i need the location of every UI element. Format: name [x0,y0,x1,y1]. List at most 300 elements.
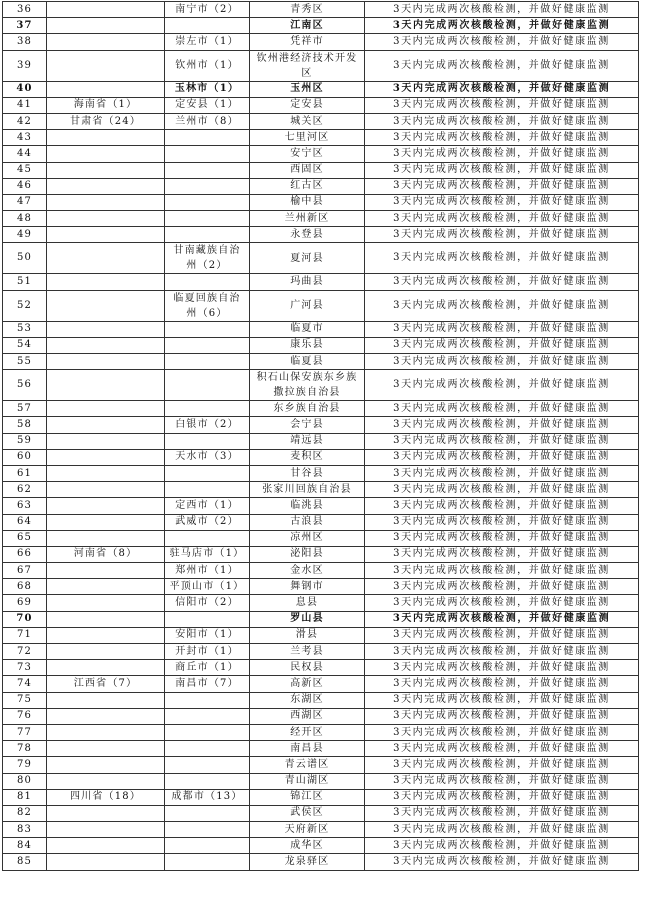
city-cell [165,838,250,854]
city-cell: 钦州市（1） [165,50,250,81]
table-row [3,97,639,113]
requirement-cell: 3天内完成两次核酸检测，并做好健康监测 [365,482,639,498]
district-cell: 城关区 [250,113,365,129]
table-row [3,498,639,514]
table-row [3,337,639,353]
city-cell: 开封市（1） [165,644,250,660]
requirement-cell: 3天内完成两次核酸检测，并做好健康监测 [365,321,639,337]
province-cell [47,274,165,290]
district-cell: 凉州区 [250,530,365,546]
requirement-cell: 3天内完成两次核酸检测，并做好健康监测 [365,243,639,274]
province-cell [47,805,165,821]
district-cell: 兰州新区 [250,211,365,227]
province-cell [47,18,165,34]
table-row [3,627,639,643]
table-row [3,130,639,146]
table-row [3,274,639,290]
table-body [3,2,639,871]
row-number-cell: 64 [3,514,47,530]
district-cell: 南昌县 [250,741,365,757]
requirement-cell: 3天内完成两次核酸检测，并做好健康监测 [365,692,639,708]
district-cell: 张家川回族自治县 [250,482,365,498]
row-number-cell: 72 [3,644,47,660]
requirement-cell: 3天内完成两次核酸检测，并做好健康监测 [365,627,639,643]
table-row [3,433,639,449]
district-cell: 东湖区 [250,692,365,708]
city-cell: 平顶山市（1） [165,579,250,595]
requirement-cell: 3天内完成两次核酸检测，并做好健康监测 [365,724,639,740]
district-cell: 夏河县 [250,243,365,274]
table-row [3,773,639,789]
city-cell [165,274,250,290]
requirement-cell: 3天内完成两次核酸检测，并做好健康监测 [365,178,639,194]
district-cell: 会宁县 [250,417,365,433]
requirement-cell: 3天内完成两次核酸检测，并做好健康监测 [365,18,639,34]
district-cell: 永登县 [250,227,365,243]
requirement-cell: 3天内完成两次核酸检测，并做好健康监测 [365,708,639,724]
district-cell: 定安县 [250,97,365,113]
requirement-cell: 3天内完成两次核酸检测，并做好健康监测 [365,563,639,579]
table-row [3,178,639,194]
requirement-cell: 3天内完成两次核酸检测，并做好健康监测 [365,2,639,18]
table-row [3,595,639,611]
requirement-cell: 3天内完成两次核酸检测，并做好健康监测 [365,757,639,773]
district-cell: 西湖区 [250,708,365,724]
province-cell [47,2,165,18]
district-cell: 麦积区 [250,449,365,465]
table-row [3,530,639,546]
city-cell [165,741,250,757]
province-cell [47,465,165,481]
city-cell: 崇左市（1） [165,34,250,50]
row-number-cell: 83 [3,822,47,838]
table-row [3,354,639,370]
province-cell [47,417,165,433]
district-cell: 天府新区 [250,822,365,838]
province-cell [47,741,165,757]
district-cell: 罗山县 [250,611,365,627]
table-row [3,838,639,854]
requirement-cell: 3天内完成两次核酸检测，并做好健康监测 [365,162,639,178]
row-number-cell: 50 [3,243,47,274]
district-cell: 安宁区 [250,146,365,162]
row-number-cell: 44 [3,146,47,162]
district-cell: 青云谱区 [250,757,365,773]
district-cell: 青山湖区 [250,773,365,789]
requirement-cell: 3天内完成两次核酸检测，并做好健康监测 [365,465,639,481]
table-row [3,854,639,870]
row-number-cell: 73 [3,660,47,676]
city-cell [165,130,250,146]
district-cell: 经开区 [250,724,365,740]
requirement-cell: 3天内完成两次核酸检测，并做好健康监测 [365,337,639,353]
province-cell [47,595,165,611]
province-cell [47,563,165,579]
row-number-cell: 75 [3,692,47,708]
table-row [3,50,639,81]
district-cell: 七里河区 [250,130,365,146]
table-row [3,708,639,724]
row-number-cell: 57 [3,401,47,417]
row-number-cell: 56 [3,370,47,401]
requirement-cell: 3天内完成两次核酸检测，并做好健康监测 [365,274,639,290]
province-cell [47,514,165,530]
province-cell [47,708,165,724]
row-number-cell: 40 [3,81,47,97]
table-row [3,417,639,433]
city-cell [165,321,250,337]
district-cell: 榆中县 [250,194,365,210]
province-cell [47,162,165,178]
row-number-cell: 67 [3,563,47,579]
city-cell: 郑州市（1） [165,563,250,579]
row-number-cell: 43 [3,130,47,146]
city-cell: 安阳市（1） [165,627,250,643]
table-row [3,579,639,595]
table-row [3,243,639,274]
table-row [3,514,639,530]
city-cell: 兰州市（8） [165,113,250,129]
requirement-cell: 3天内完成两次核酸检测，并做好健康监测 [365,50,639,81]
district-cell: 凭祥市 [250,34,365,50]
table-row [3,465,639,481]
province-cell [47,449,165,465]
district-cell: 东乡族自治县 [250,401,365,417]
requirement-cell: 3天内完成两次核酸检测，并做好健康监测 [365,676,639,692]
table-row [3,227,639,243]
table-row [3,546,639,562]
province-cell: 海南省（1） [47,97,165,113]
province-cell [47,433,165,449]
province-cell [47,50,165,81]
row-number-cell: 47 [3,194,47,210]
city-cell [165,822,250,838]
row-number-cell: 58 [3,417,47,433]
province-cell: 河南省（8） [47,546,165,562]
requirement-cell: 3天内完成两次核酸检测，并做好健康监测 [365,97,639,113]
requirement-cell: 3天内完成两次核酸检测，并做好健康监测 [365,773,639,789]
city-cell: 甘南藏族自治州（2） [165,243,250,274]
city-cell [165,227,250,243]
city-cell [165,162,250,178]
row-number-cell: 39 [3,50,47,81]
district-cell: 玛曲县 [250,274,365,290]
row-number-cell: 65 [3,530,47,546]
requirement-cell: 3天内完成两次核酸检测，并做好健康监测 [365,417,639,433]
table-row [3,34,639,50]
requirement-cell: 3天内完成两次核酸检测，并做好健康监测 [365,194,639,210]
row-number-cell: 79 [3,757,47,773]
table-row [3,211,639,227]
table-row [3,146,639,162]
table-row [3,660,639,676]
city-cell [165,401,250,417]
row-number-cell: 41 [3,97,47,113]
district-cell: 康乐县 [250,337,365,353]
province-cell [47,401,165,417]
district-cell: 积石山保安族东乡族撒拉族自治县 [250,370,365,401]
province-cell [47,724,165,740]
requirement-cell: 3天内完成两次核酸检测，并做好健康监测 [365,660,639,676]
row-number-cell: 81 [3,789,47,805]
city-cell [165,18,250,34]
requirement-cell: 3天内完成两次核酸检测，并做好健康监测 [365,211,639,227]
district-cell: 龙泉驿区 [250,854,365,870]
province-cell [47,838,165,854]
province-cell [47,290,165,321]
city-cell: 天水市（3） [165,449,250,465]
province-cell [47,34,165,50]
row-number-cell: 45 [3,162,47,178]
requirement-cell: 3天内完成两次核酸检测，并做好健康监测 [365,34,639,50]
requirement-cell: 3天内完成两次核酸检测，并做好健康监测 [365,370,639,401]
requirement-cell: 3天内完成两次核酸检测，并做好健康监测 [365,595,639,611]
district-cell: 甘谷县 [250,465,365,481]
province-cell [47,822,165,838]
district-cell: 红古区 [250,178,365,194]
city-cell: 临夏回族自治州（6） [165,290,250,321]
city-cell [165,708,250,724]
row-number-cell: 85 [3,854,47,870]
province-cell [47,227,165,243]
district-cell: 钦州港经济技术开发区 [250,50,365,81]
province-cell [47,211,165,227]
province-cell [47,773,165,789]
city-cell [165,178,250,194]
province-cell [47,243,165,274]
table-row [3,401,639,417]
province-cell [47,692,165,708]
requirement-cell: 3天内完成两次核酸检测，并做好健康监测 [365,546,639,562]
district-cell: 锦江区 [250,789,365,805]
province-cell [47,644,165,660]
row-number-cell: 69 [3,595,47,611]
row-number-cell: 37 [3,18,47,34]
city-cell: 定安县（1） [165,97,250,113]
district-cell: 临夏市 [250,321,365,337]
requirement-cell: 3天内完成两次核酸检测，并做好健康监测 [365,449,639,465]
row-number-cell: 68 [3,579,47,595]
table-row [3,676,639,692]
row-number-cell: 74 [3,676,47,692]
province-cell [47,130,165,146]
requirement-cell: 3天内完成两次核酸检测，并做好健康监测 [365,401,639,417]
province-cell [47,337,165,353]
table-row [3,692,639,708]
province-cell [47,579,165,595]
requirement-cell: 3天内完成两次核酸检测，并做好健康监测 [365,146,639,162]
province-cell [47,354,165,370]
district-cell: 成华区 [250,838,365,854]
row-number-cell: 61 [3,465,47,481]
table-row [3,2,639,18]
city-cell: 信阳市（2） [165,595,250,611]
province-cell: 甘肃省（24） [47,113,165,129]
district-cell: 武侯区 [250,805,365,821]
city-cell [165,611,250,627]
city-cell [165,757,250,773]
district-cell: 舞钢市 [250,579,365,595]
district-cell: 兰考县 [250,644,365,660]
table-row [3,321,639,337]
table-row [3,789,639,805]
requirement-cell: 3天内完成两次核酸检测，并做好健康监测 [365,741,639,757]
city-cell [165,337,250,353]
requirement-cell: 3天内完成两次核酸检测，并做好健康监测 [365,579,639,595]
table-row [3,611,639,627]
table-row [3,81,639,97]
city-cell: 定西市（1） [165,498,250,514]
city-cell [165,530,250,546]
district-cell: 民权县 [250,660,365,676]
city-cell [165,805,250,821]
requirement-cell: 3天内完成两次核酸检测，并做好健康监测 [365,805,639,821]
city-cell [165,482,250,498]
row-number-cell: 38 [3,34,47,50]
row-number-cell: 63 [3,498,47,514]
requirement-cell: 3天内完成两次核酸检测，并做好健康监测 [365,81,639,97]
city-cell: 南宁市（2） [165,2,250,18]
district-cell: 玉州区 [250,81,365,97]
table-row [3,449,639,465]
province-cell [47,627,165,643]
row-number-cell: 55 [3,354,47,370]
district-cell: 江南区 [250,18,365,34]
row-number-cell: 49 [3,227,47,243]
table-row [3,563,639,579]
requirement-cell: 3天内完成两次核酸检测，并做好健康监测 [365,838,639,854]
row-number-cell: 77 [3,724,47,740]
table-row [3,18,639,34]
row-number-cell: 62 [3,482,47,498]
requirement-cell: 3天内完成两次核酸检测，并做好健康监测 [365,530,639,546]
district-cell: 高新区 [250,676,365,692]
row-number-cell: 59 [3,433,47,449]
row-number-cell: 76 [3,708,47,724]
city-cell [165,724,250,740]
requirement-cell: 3天内完成两次核酸检测，并做好健康监测 [365,227,639,243]
requirement-cell: 3天内完成两次核酸检测，并做好健康监测 [365,433,639,449]
city-cell: 玉林市（1） [165,81,250,97]
row-number-cell: 66 [3,546,47,562]
province-cell [47,81,165,97]
city-cell [165,773,250,789]
district-cell: 泌阳县 [250,546,365,562]
district-cell: 临洮县 [250,498,365,514]
requirement-cell: 3天内完成两次核酸检测，并做好健康监测 [365,854,639,870]
table-row [3,741,639,757]
district-cell: 青秀区 [250,2,365,18]
requirement-cell: 3天内完成两次核酸检测，并做好健康监测 [365,130,639,146]
row-number-cell: 84 [3,838,47,854]
row-number-cell: 42 [3,113,47,129]
city-cell [165,194,250,210]
province-cell [47,498,165,514]
city-cell [165,354,250,370]
row-number-cell: 36 [3,2,47,18]
district-cell: 西固区 [250,162,365,178]
table-row [3,805,639,821]
table-row [3,644,639,660]
table-row [3,113,639,129]
requirement-cell: 3天内完成两次核酸检测，并做好健康监测 [365,644,639,660]
city-cell: 驻马店市（1） [165,546,250,562]
table-row [3,724,639,740]
row-number-cell: 60 [3,449,47,465]
requirement-cell: 3天内完成两次核酸检测，并做好健康监测 [365,514,639,530]
row-number-cell: 80 [3,773,47,789]
province-cell [47,660,165,676]
requirement-cell: 3天内完成两次核酸检测，并做好健康监测 [365,789,639,805]
table-row [3,757,639,773]
row-number-cell: 78 [3,741,47,757]
table-row [3,290,639,321]
province-cell [47,854,165,870]
province-cell: 江西省（7） [47,676,165,692]
province-cell [47,611,165,627]
province-cell [47,146,165,162]
row-number-cell: 51 [3,274,47,290]
requirement-cell: 3天内完成两次核酸检测，并做好健康监测 [365,113,639,129]
district-cell: 古浪县 [250,514,365,530]
row-number-cell: 71 [3,627,47,643]
province-cell [47,178,165,194]
city-cell: 商丘市（1） [165,660,250,676]
province-cell: 四川省（18） [47,789,165,805]
province-cell [47,321,165,337]
province-cell [47,530,165,546]
requirement-cell: 3天内完成两次核酸检测，并做好健康监测 [365,354,639,370]
district-cell: 息县 [250,595,365,611]
table-row [3,370,639,401]
province-cell [47,370,165,401]
table-row [3,194,639,210]
province-cell [47,482,165,498]
row-number-cell: 54 [3,337,47,353]
district-cell: 靖远县 [250,433,365,449]
city-cell: 南昌市（7） [165,676,250,692]
district-cell: 临夏县 [250,354,365,370]
row-number-cell: 48 [3,211,47,227]
table-row [3,162,639,178]
row-number-cell: 70 [3,611,47,627]
city-cell: 武威市（2） [165,514,250,530]
table-row [3,822,639,838]
province-cell [47,757,165,773]
city-cell: 白银市（2） [165,417,250,433]
table-row [3,482,639,498]
city-cell [165,433,250,449]
row-number-cell: 46 [3,178,47,194]
requirement-cell: 3天内完成两次核酸检测，并做好健康监测 [365,290,639,321]
row-number-cell: 52 [3,290,47,321]
city-cell [165,211,250,227]
district-cell: 滑县 [250,627,365,643]
requirement-cell: 3天内完成两次核酸检测，并做好健康监测 [365,822,639,838]
province-cell [47,194,165,210]
city-cell [165,854,250,870]
row-number-cell: 82 [3,805,47,821]
city-cell [165,146,250,162]
requirement-cell: 3天内完成两次核酸检测，并做好健康监测 [365,498,639,514]
testing-requirements-table [2,1,639,871]
city-cell: 成都市（13） [165,789,250,805]
city-cell [165,370,250,401]
requirement-cell: 3天内完成两次核酸检测，并做好健康监测 [365,611,639,627]
city-cell [165,465,250,481]
city-cell [165,692,250,708]
district-cell: 金水区 [250,563,365,579]
